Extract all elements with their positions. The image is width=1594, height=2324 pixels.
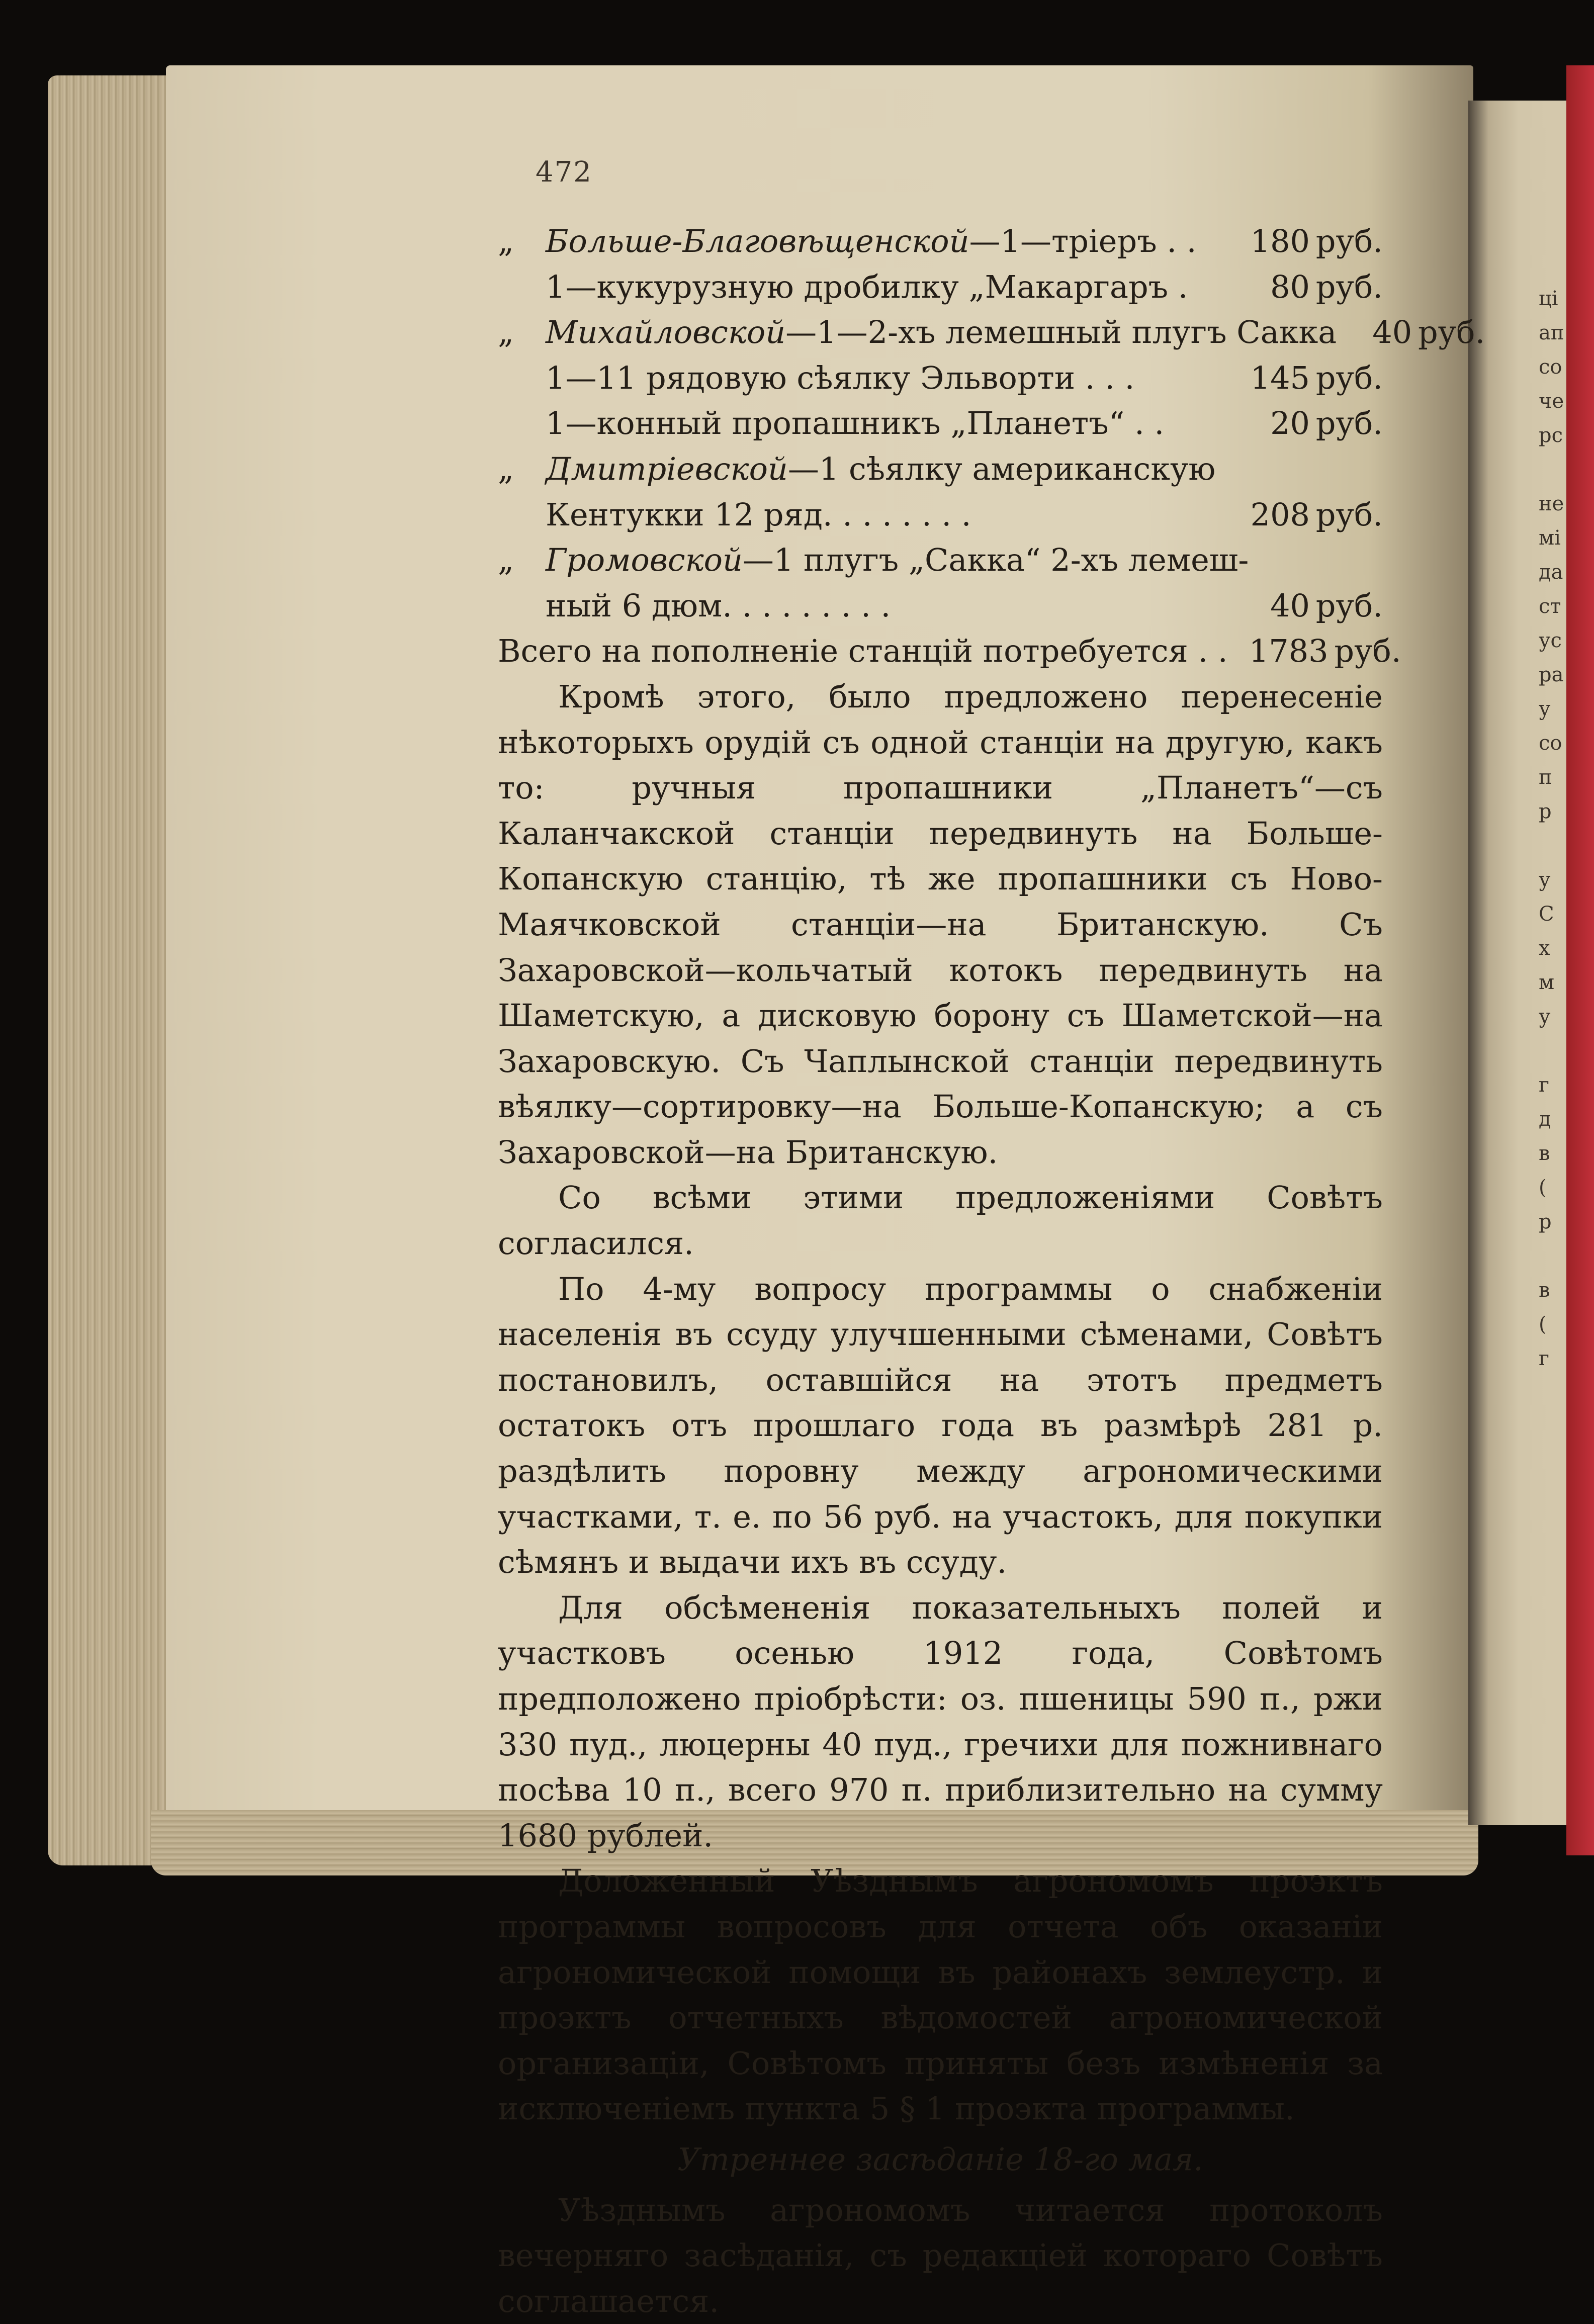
facing-page-fragment: ап [1539, 321, 1564, 344]
item-unit: руб. [1315, 223, 1383, 259]
paragraph: Уѣзднымъ агрономомъ читается протоколъ вечерняго засѣданія, съ редакціей котораго Совѣтъ соглашается. [498, 2191, 1383, 2319]
item-unit: руб. [1315, 405, 1383, 442]
facing-page-fragment: г [1539, 1074, 1549, 1097]
facing-page-fragment: че [1539, 390, 1564, 413]
item-amount: 145 [1250, 359, 1310, 396]
facing-page-fragment: ст [1539, 595, 1561, 618]
item-row [498, 310, 1485, 355]
item-amount: 40 [1270, 587, 1310, 624]
item-description: —1 плугъ „Сакка“ 2-хъ лемеш- [742, 542, 1249, 579]
page-text [498, 151, 1485, 2324]
ditto-mark: „ [498, 314, 514, 351]
paragraph: Со всѣми этими предложеніями Совѣтъ согласился. [498, 1179, 1383, 1262]
item-unit: руб. [1315, 587, 1383, 624]
item-description: 1—конный пропашникъ „Планетъ“ . . [546, 405, 1165, 442]
item-amount: 20 [1270, 405, 1310, 442]
facing-page-fragment: р [1539, 1210, 1552, 1233]
facing-page-fragment: д [1539, 1108, 1551, 1131]
facing-page-fragment: да [1539, 561, 1563, 584]
item-row [498, 355, 1383, 401]
item-amount: 208 [1250, 496, 1310, 533]
facing-page-fragment: у [1539, 868, 1551, 891]
facing-page-fragment: мі [1539, 526, 1561, 550]
facing-page-fragment: р [1539, 800, 1552, 823]
facing-page-fragment: С [1539, 903, 1554, 926]
section-heading: Утреннее засѣданіе 18-го мая. [677, 2140, 1203, 2178]
item-description: 1—кукурузную дробилку „Макаргаръ . [546, 268, 1188, 305]
item-unit: руб. [1315, 359, 1383, 396]
station-name: Громовской [546, 542, 743, 579]
facing-page-fragment [1539, 829, 1594, 863]
facing-page-fragment: в [1539, 1142, 1550, 1165]
facing-page-fragment: со [1539, 732, 1562, 755]
ditto-mark: „ [498, 542, 514, 579]
total-row [498, 629, 1401, 674]
facing-page-fragment: со [1539, 355, 1562, 379]
item-row [498, 219, 1383, 264]
facing-page-fragment: в [1539, 1279, 1550, 1302]
facing-page-fragment [1539, 1034, 1594, 1068]
total-description: Всего на пополненіе станцій потребуется . . [498, 633, 1228, 670]
item-description: —1—тріеръ . . [969, 223, 1197, 259]
facing-page-fragment: ( [1539, 1176, 1547, 1199]
item-row [498, 264, 1383, 310]
facing-page-fragment: м [1539, 971, 1555, 994]
item-row [498, 401, 1383, 446]
facing-page-fragment: рс [1539, 424, 1563, 447]
facing-page-fragment: ус [1539, 629, 1562, 652]
item-amount: 40 [1372, 314, 1412, 351]
facing-page-fragment: у [1539, 697, 1551, 721]
item-description: 1—11 рядовую сѣялку Эльворти . . . [546, 359, 1135, 396]
item-description: Кентукки 12 ряд. . . . . . . . [546, 496, 971, 533]
ditto-mark: „ [498, 450, 514, 487]
item-description: —1 сѣялку американскую [787, 450, 1216, 487]
station-name: Михайловской [546, 314, 786, 351]
facing-page-fragment: ці [1539, 287, 1558, 310]
paragraph: Кромѣ этого, было предложено перенесеніе нѣкоторыхъ орудій съ одной станціи на другую, какъ то: ручныя пропашники „Планетъ“—съ Каланчакской станціи передвинуть на Больше-Копанскую станцію, тѣ же пропашники съ Ново-Маячковской станціи—на Британскую. Съ Захаровской—кольчатый котокъ передвинуть на Шаметскую, а дисковую борону съ Шаметской—на Захаровскую. Съ Чаплынской станціи передвинуть вѣялку—сортировку—на Больше-Копанскую; а съ Захаровской—на Британскую. [498, 678, 1383, 1171]
item-row [498, 446, 1383, 492]
facing-page-fragment: ра [1539, 663, 1564, 686]
facing-page-fragment: п [1539, 766, 1552, 789]
total-amount: 1783 [1249, 633, 1329, 670]
total-unit: руб. [1334, 633, 1401, 670]
paragraph: По 4-му вопросу программы о снабженіи населенія въ ссуду улучшенными сѣменами, Совѣтъ постановилъ, оставшійся на этотъ предметъ остатокъ отъ прошлаго года въ размѣрѣ 281 р. раздѣлить поровну между агрономическими участками, т. е. по 56 руб. на участокъ, для покупки сѣмянъ и выдачи ихъ въ ссуду. [498, 1270, 1383, 1581]
item-amount: 180 [1250, 223, 1310, 259]
facing-page-fragment [1539, 1239, 1594, 1273]
item-description: ный 6 дюм. . . . . . . . . [546, 587, 891, 624]
item-row-continued [498, 583, 1383, 629]
paragraph: Для обсѣмененія показательныхъ полей и участковъ осенью 1912 года, Совѣтомъ предположено пріобрѣсти: оз. пшеницы 590 п., ржи 330 пуд., люцерны 40 пуд., гречихи для пожнивнаго посѣва 10 п., всего 970 п. приблизительно на сумму 1680 рублей. [498, 1589, 1383, 1854]
facing-page-fragment [1539, 453, 1594, 487]
item-description: —1—2-хъ лемешный плугъ Сакка [785, 314, 1337, 351]
facing-page-fragment: у [1539, 1005, 1551, 1028]
item-amount: 80 [1270, 268, 1310, 305]
station-name: Дмитріевской [546, 450, 788, 487]
paragraph: Доложенный Уѣзднымъ агрономомъ проэктъ программы вопросовъ для отчета объ оказаніи агрономической помощи въ районахъ землеустр. и проэктъ отчетныхъ вѣдомостей агрономической организаціи, Совѣтомъ приняты безъ измѣненія за исключеніемъ пункта 5 § 1 проэкта программы. [498, 1862, 1383, 2127]
facing-page-fragment: ( [1539, 1313, 1547, 1336]
ditto-mark: „ [498, 223, 514, 259]
station-name: Больше-Благовѣщенской [546, 223, 969, 259]
facing-page-fragment: х [1539, 937, 1550, 960]
facing-page-fragment: не [1539, 492, 1564, 515]
page-number: 472 [536, 156, 592, 189]
item-row-continued [498, 492, 1383, 538]
item-unit: руб. [1418, 314, 1485, 351]
facing-page-fragments [1539, 282, 1594, 1376]
item-row [498, 538, 1383, 583]
item-unit: руб. [1315, 268, 1383, 305]
facing-page-fragment: г [1539, 1347, 1549, 1370]
item-unit: руб. [1315, 496, 1383, 533]
